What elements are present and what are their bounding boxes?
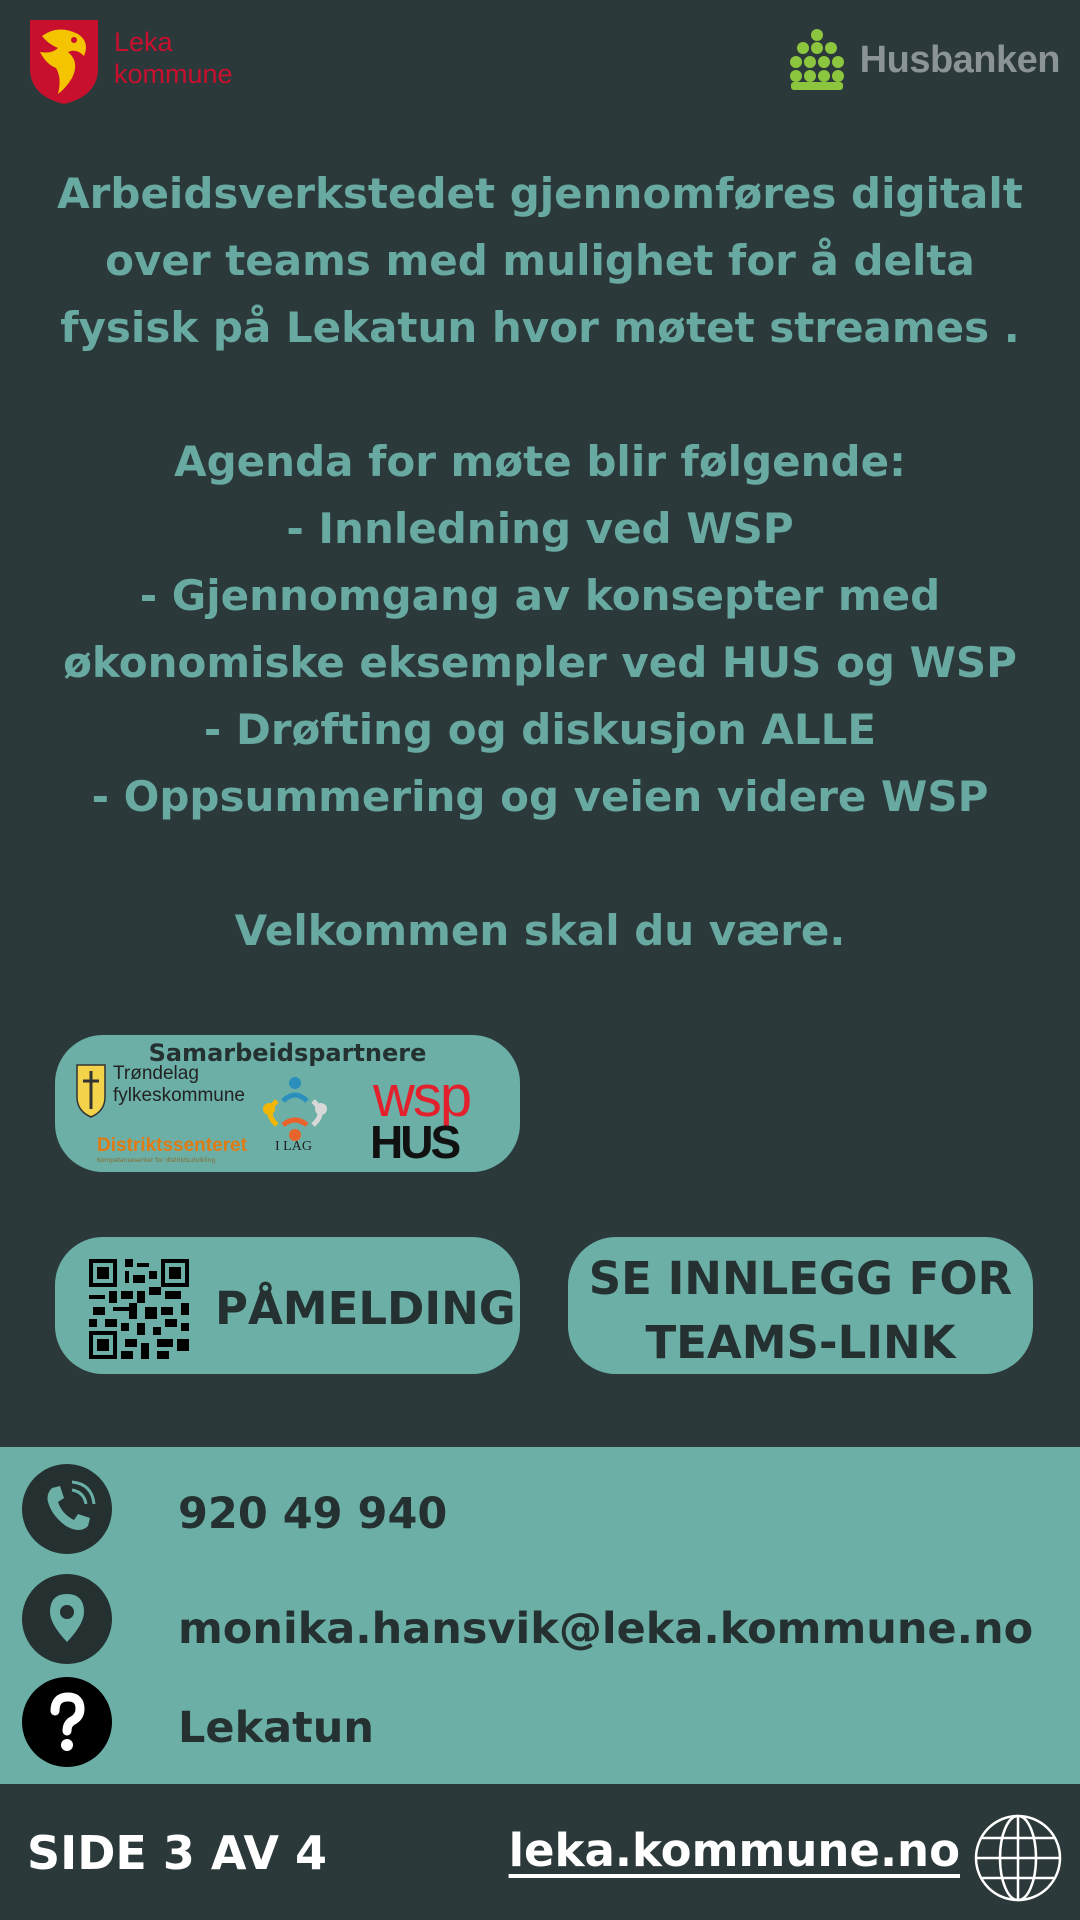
- agenda-heading: Agenda for møte blir følgende:: [174, 437, 906, 486]
- leka-logo-line1: Leka: [114, 27, 173, 57]
- trondelag-text-line1: Trøndelag: [113, 1063, 199, 1084]
- contact-info: [0, 1447, 1080, 1784]
- question-mark-icon: [22, 1677, 112, 1767]
- globe-icon[interactable]: [972, 1812, 1064, 1904]
- main-description: [30, 160, 1050, 964]
- agenda-item: - Innledning ved WSP: [286, 504, 794, 553]
- spacer: [30, 830, 1050, 897]
- husbanken-logo-text: Husbanken: [859, 38, 1060, 81]
- husbanken-logo[interactable]: [788, 28, 1060, 92]
- location-pin-icon: [22, 1574, 112, 1664]
- agenda-item: økonomiske eksempler ved HUS og WSP: [63, 638, 1017, 687]
- email-address[interactable]: monika.hansvik@leka.kommune.no: [178, 1604, 1034, 1654]
- wsp-logo: wsp: [373, 1064, 471, 1129]
- leka-logo-text: [114, 26, 233, 90]
- registration-button[interactable]: [55, 1237, 520, 1374]
- spacer: [30, 361, 1050, 428]
- intro-line: over teams med mulighet for å delta: [105, 236, 975, 285]
- husbanken-mark-icon: [788, 28, 846, 92]
- website-link[interactable]: leka.kommune.no: [508, 1824, 960, 1877]
- distriktssenteret-subtitle: Kompetansesenter for distriktsutvikling: [97, 1157, 216, 1164]
- phone-number[interactable]: 920 49 940: [178, 1489, 448, 1539]
- header: [0, 0, 1080, 130]
- teams-link-button[interactable]: [568, 1237, 1033, 1374]
- qr-code-icon[interactable]: [89, 1259, 189, 1359]
- partners-title: Samarbeidspartnere: [148, 1039, 427, 1067]
- leka-coat-of-arms-icon: [28, 18, 100, 106]
- leka-kommune-logo[interactable]: [28, 18, 233, 106]
- agenda-item: - Drøfting og diskusjon ALLE: [203, 705, 877, 754]
- leka-logo-line2: kommune: [114, 59, 233, 89]
- distriktssenteret-logo: Distriktssenteret: [97, 1135, 247, 1156]
- location-name: Lekatun: [178, 1703, 374, 1753]
- trondelag-fylkeskommune-logo: [75, 1063, 245, 1119]
- agenda-item: - Gjennomgang av konsepter med: [139, 571, 941, 620]
- partners-panel: [55, 1035, 520, 1172]
- teams-link-button-label: [568, 1247, 1033, 1375]
- registration-button-label: PÅMELDING: [215, 1282, 516, 1335]
- trondelag-text-line2: fylkeskommune: [113, 1085, 245, 1106]
- ilag-text: I LAG: [275, 1139, 312, 1154]
- page-indicator: SIDE 3 AV 4: [27, 1826, 327, 1880]
- teams-link-line1: SE INNLEGG FOR: [588, 1252, 1013, 1305]
- intro-line: fysisk på Lekatun hvor møtet streames .: [60, 303, 1020, 352]
- agenda-item: - Oppsummering og veien videre WSP: [91, 772, 989, 821]
- hus-logo: HUS: [370, 1116, 459, 1168]
- welcome-text: Velkommen skal du være.: [234, 906, 846, 955]
- phone-icon: [22, 1464, 112, 1554]
- teams-link-line2: TEAMS-LINK: [645, 1316, 956, 1369]
- footer: [0, 1784, 1080, 1920]
- intro-line: Arbeidsverkstedet gjennomføres digitalt: [57, 169, 1023, 218]
- trondelag-shield-icon: [75, 1063, 107, 1119]
